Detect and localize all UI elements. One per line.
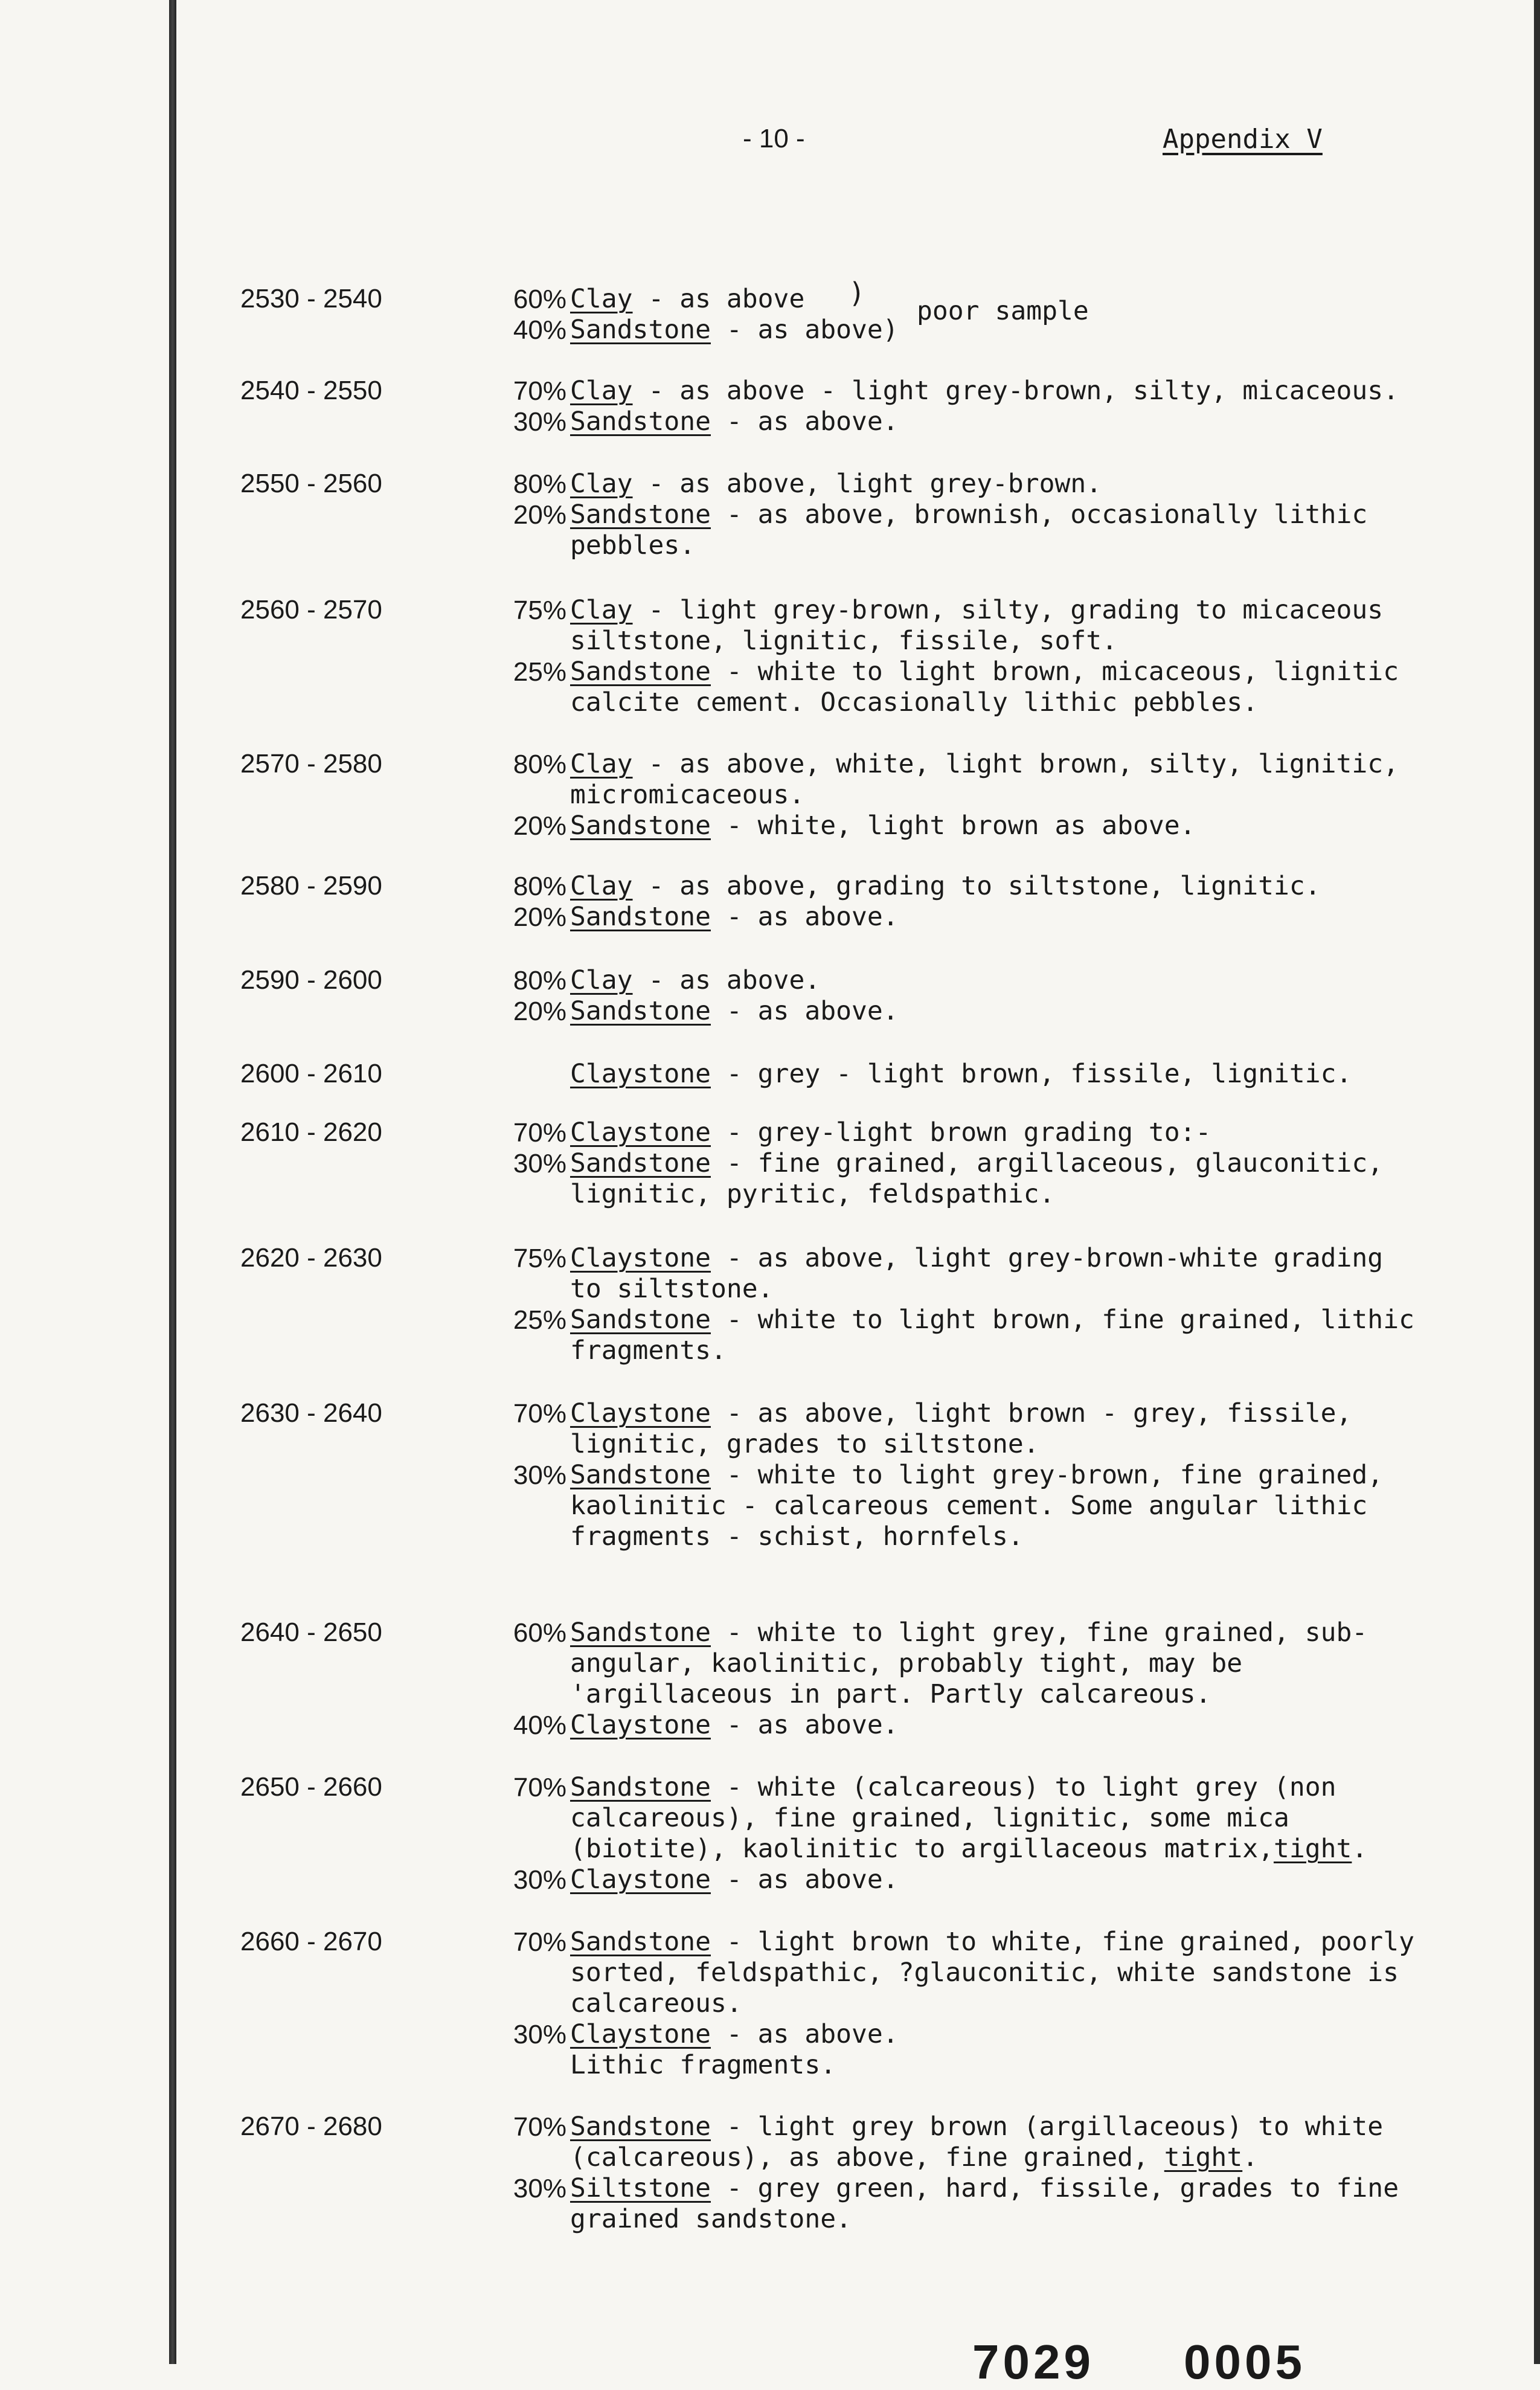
description-line [496, 626, 1493, 657]
depth-range: 2550 - 2560 [240, 469, 382, 498]
percentage: 30% [513, 407, 566, 437]
depth-range: 2630 - 2640 [240, 1398, 382, 1428]
line-text [566, 1117, 1211, 1148]
percentage: 75% [513, 1244, 566, 1273]
description-line [496, 687, 1493, 718]
line-text [566, 1617, 1367, 1648]
line-text [566, 1988, 742, 2019]
description-line [496, 2173, 1493, 2204]
line-text [566, 2019, 899, 2050]
line-text [566, 1305, 1414, 1335]
description-line [496, 2112, 1493, 2142]
lithology-name: Claystone [570, 1117, 711, 1148]
depth-range: 2650 - 2660 [240, 1772, 382, 1802]
percentage: 70% [513, 1773, 566, 1802]
description-text: (biotite), kaolinitic to argillaceous matrix, [570, 1834, 1274, 1864]
description-text: - grey - light brown, fissile, lignitic. [711, 1059, 1352, 1089]
description-text: - as above. [632, 965, 821, 995]
description-line [496, 902, 1493, 933]
description-text: sorted, feldspathic, ?glauconitic, white sandstone is [570, 1958, 1399, 1988]
lithology-name: Clay [570, 376, 633, 406]
depth-range: 2540 - 2550 [240, 376, 382, 405]
description-text: - grey-light brown grading to:- [711, 1117, 1211, 1148]
lithology-name: Sandstone [570, 996, 711, 1026]
line-text [566, 2173, 1399, 2204]
description-line [496, 780, 1493, 811]
description-line [496, 1772, 1493, 1803]
percentage: 70% [513, 376, 566, 406]
description-line [496, 500, 1493, 530]
percentage: 70% [513, 1927, 566, 1957]
line-text [566, 657, 1399, 687]
description-text: - as above. [711, 1710, 899, 1740]
description-line [496, 1927, 1493, 1958]
lithology-name: Sandstone [570, 406, 711, 437]
line-text [566, 749, 1399, 780]
line-text [566, 687, 1258, 718]
lithology-name: Sandstone [570, 902, 711, 932]
percentage [496, 1648, 566, 1679]
line-text [566, 1834, 1367, 1865]
line-text [566, 1274, 774, 1305]
footer-code-left: 7029 [972, 2335, 1094, 2389]
percentage: 30% [513, 1149, 566, 1178]
description-text: - as above, grading to siltstone, lignitic. [632, 871, 1321, 901]
lithology-name: Sandstone [570, 657, 711, 687]
description-line [496, 1335, 1493, 1366]
line-text [566, 2112, 1383, 2142]
description-text: fragments - schist, hornfels. [570, 1521, 1024, 1552]
description-text: - as above. [711, 406, 899, 437]
depth-range: 2570 - 2580 [240, 749, 382, 779]
description-line [496, 1059, 1493, 1090]
description-line [496, 1617, 1493, 1648]
description-text: to siltstone. [570, 1274, 774, 1304]
line-text [566, 315, 899, 345]
percentage: 20% [513, 902, 566, 932]
description-text: - as above. [711, 996, 899, 1026]
description-line [496, 376, 1493, 406]
description-line [496, 1521, 1493, 1552]
lithology-name: Sandstone [570, 1772, 711, 1802]
percentage [496, 2050, 566, 2081]
percentage [496, 1429, 566, 1460]
description-text: - white to light brown, micaceous, lignitic [711, 657, 1399, 687]
description-line [496, 1305, 1493, 1335]
line-text [566, 376, 1399, 406]
appendix-label: Appendix V [1163, 124, 1323, 155]
description-text: micromicaceous. [570, 780, 805, 810]
description-text: - white to light grey-brown, fine grained, [711, 1460, 1384, 1490]
percentage: 20% [513, 500, 566, 530]
page-edge [1534, 0, 1540, 2364]
percentage [496, 1803, 566, 1834]
lithology-name: Clay [570, 284, 633, 314]
percentage: 80% [513, 966, 566, 995]
lithology-name: Clay [570, 965, 633, 995]
lithology-name: Claystone [570, 1710, 711, 1740]
page-number: - 10 - [743, 124, 805, 153]
lithology-name: Sandstone [570, 1617, 711, 1648]
description-lines [496, 965, 1493, 1027]
description-lines [496, 1117, 1493, 1210]
line-text [566, 1679, 1211, 1710]
line-text [566, 1803, 1289, 1834]
line-text [566, 811, 1196, 841]
depth-range: 2660 - 2670 [240, 1927, 382, 1956]
percentage [496, 1335, 566, 1366]
trailing-text: . [1352, 1834, 1368, 1864]
line-text [566, 406, 899, 437]
percentage: 25% [513, 1305, 566, 1335]
percentage: 60% [513, 1618, 566, 1648]
description-text: (calcareous), as above, fine grained, [570, 2142, 1164, 2173]
lithology-name: Sandstone [570, 315, 711, 345]
description-text: - white (calcareous) to light grey (non [711, 1772, 1336, 1802]
description-text: - white to light grey, fine grained, sub- [711, 1617, 1368, 1648]
description-line [496, 1491, 1493, 1521]
lithology-name: Sandstone [570, 1148, 711, 1178]
emphasis-text: tight [1273, 1834, 1352, 1864]
line-text [566, 1648, 1242, 1679]
description-text: - as above) [711, 315, 899, 345]
lithology-name: Claystone [570, 2019, 711, 2049]
line-text [566, 469, 1102, 500]
description-line [496, 657, 1493, 687]
percentage [496, 1834, 566, 1865]
line-text [566, 2142, 1258, 2173]
description-line [496, 1988, 1493, 2019]
description-text: - as above. [711, 2019, 899, 2049]
line-text [566, 1059, 1352, 1090]
description-text: fragments. [570, 1335, 727, 1366]
percentage: 80% [513, 469, 566, 499]
description-lines [496, 1243, 1493, 1366]
description-line [496, 1648, 1493, 1679]
percentage: 80% [513, 872, 566, 901]
percentage: 40% [513, 315, 566, 345]
description-text: lignitic, grades to siltstone. [570, 1429, 1039, 1459]
line-text [566, 1958, 1399, 1988]
description-lines [496, 749, 1493, 841]
line-text [566, 1398, 1352, 1429]
description-line [496, 1958, 1493, 1988]
percentage [496, 2142, 566, 2173]
description-text: - white, light brown as above. [711, 811, 1196, 841]
percentage [496, 2204, 566, 2235]
percentage: 70% [513, 2112, 566, 2142]
line-text [566, 1335, 727, 1366]
percentage: 30% [513, 2174, 566, 2203]
percentage [496, 1679, 566, 1710]
lithology-name: Claystone [570, 1243, 711, 1273]
percentage [496, 1491, 566, 1521]
lithology-name: Clay [570, 469, 633, 499]
depth-range: 2620 - 2630 [240, 1243, 382, 1273]
percentage: 75% [513, 596, 566, 625]
percentage: 70% [513, 1118, 566, 1148]
percentage [496, 1958, 566, 1988]
percentage [496, 1521, 566, 1552]
description-lines [496, 871, 1493, 933]
line-text [566, 1460, 1383, 1491]
description-text: Lithic fragments. [570, 2050, 836, 2080]
line-text [566, 1491, 1367, 1521]
description-text: pebbles. [570, 530, 696, 561]
lithology-name: Claystone [570, 1398, 711, 1428]
description-line [496, 1179, 1493, 1210]
description-line [496, 595, 1493, 626]
percentage: 20% [513, 811, 566, 841]
description-line [496, 749, 1493, 780]
binding-line [169, 0, 176, 2364]
description-line [496, 1148, 1493, 1179]
percentage [496, 626, 566, 657]
poor-sample-note: poor sample [917, 296, 1089, 326]
description-text: - as above, light brown - grey, fissile, [711, 1398, 1352, 1428]
line-text [566, 1148, 1383, 1179]
description-line [496, 811, 1493, 841]
footer-code-right: 0005 [1184, 2335, 1306, 2389]
percentage [496, 1059, 566, 1090]
depth-range: 2670 - 2680 [240, 2112, 382, 2141]
depth-range: 2640 - 2650 [240, 1617, 382, 1647]
line-text [566, 1243, 1383, 1274]
description-text: - as above - light grey-brown, silty, micaceous. [632, 376, 1399, 406]
description-text: kaolinitic - calcareous cement. Some angular lithic [570, 1491, 1368, 1521]
line-text [566, 626, 1117, 657]
description-text: - light grey brown (argillaceous) to white [711, 2112, 1384, 2142]
percentage: 30% [513, 1865, 566, 1895]
description-line [496, 871, 1493, 902]
percentage: 80% [513, 750, 566, 779]
line-text [566, 1710, 899, 1741]
description-text: grained sandstone. [570, 2204, 852, 2234]
description-line [496, 1679, 1493, 1710]
line-text [566, 902, 899, 933]
description-text: angular, kaolinitic, probably tight, may be [570, 1648, 1243, 1678]
percentage: 60% [513, 284, 566, 314]
description-line [496, 1710, 1493, 1741]
percentage: 70% [513, 1399, 566, 1428]
line-text [566, 284, 804, 315]
lithology-name: Clay [570, 871, 633, 901]
line-text [566, 595, 1383, 626]
description-text: - as above. [711, 902, 899, 932]
lithology-name: Sandstone [570, 1460, 711, 1490]
description-text: - as above [632, 284, 805, 314]
bracket: ) [849, 277, 865, 309]
description-text: 'argillaceous in part. Partly calcareous. [570, 1679, 1211, 1709]
line-text [566, 965, 820, 996]
description-lines [496, 1617, 1493, 1741]
description-text: - light brown to white, fine grained, poorly [711, 1927, 1414, 1957]
description-lines [496, 1398, 1493, 1552]
description-line [496, 1429, 1493, 1460]
percentage: 25% [513, 657, 566, 687]
depth-range: 2610 - 2620 [240, 1117, 382, 1147]
line-text [566, 1179, 1055, 1210]
description-line [496, 1460, 1493, 1491]
lithology-name: Clay [570, 749, 633, 779]
percentage [496, 1179, 566, 1210]
description-line [496, 2050, 1493, 2081]
depth-range: 2560 - 2570 [240, 595, 382, 625]
line-text [566, 1865, 899, 1895]
lithology-name: Sandstone [570, 1927, 711, 1957]
depth-range: 2600 - 2610 [240, 1059, 382, 1088]
description-lines [496, 595, 1493, 718]
depth-range: 2530 - 2540 [240, 284, 382, 313]
description-line [496, 1834, 1493, 1865]
description-text: - as above, light grey-brown. [632, 469, 1102, 499]
percentage [496, 1988, 566, 2019]
description-line [496, 1398, 1493, 1429]
lithology-name: Sandstone [570, 2112, 711, 2142]
lithology-name: Claystone [570, 1865, 711, 1895]
description-text: - as above, brownish, occasionally lithic [711, 500, 1368, 530]
percentage: 20% [513, 997, 566, 1026]
description-line [496, 1803, 1493, 1834]
line-text [566, 2050, 836, 2081]
percentage [496, 530, 566, 561]
description-lines [496, 2112, 1493, 2235]
description-text: lignitic, pyritic, feldspathic. [570, 1179, 1055, 1209]
description-text: calcareous), fine grained, lignitic, some mica [570, 1803, 1289, 1833]
line-text [566, 871, 1321, 902]
line-text [566, 1772, 1336, 1803]
lithology-name: Siltstone [570, 2173, 711, 2203]
description-line [496, 1865, 1493, 1895]
line-text [566, 1521, 1024, 1552]
percentage: 30% [513, 1460, 566, 1490]
description-line [496, 406, 1493, 437]
description-text: calcareous. [570, 1988, 742, 2019]
lithology-name: Clay [570, 595, 633, 625]
line-text [566, 1429, 1039, 1460]
description-lines [496, 1059, 1493, 1090]
line-text [566, 2204, 852, 2235]
description-line [496, 530, 1493, 561]
description-text: - fine grained, argillaceous, glauconitic, [711, 1148, 1384, 1178]
description-text: calcite cement. Occasionally lithic pebbles. [570, 687, 1259, 718]
percentage [496, 687, 566, 718]
percentage: 40% [513, 1711, 566, 1740]
description-text: - as above, light grey-brown-white grading [711, 1243, 1384, 1273]
line-text [566, 780, 804, 811]
line-text [566, 1927, 1414, 1958]
description-line [496, 469, 1493, 500]
depth-range: 2580 - 2590 [240, 871, 382, 901]
trailing-text: . [1242, 2142, 1259, 2173]
description-lines [496, 469, 1493, 561]
lithology-name: Claystone [570, 1059, 711, 1089]
description-line [496, 1274, 1493, 1305]
description-text: - grey green, hard, fissile, grades to fine [711, 2173, 1399, 2203]
depth-range: 2590 - 2600 [240, 965, 382, 995]
description-line [496, 2142, 1493, 2173]
description-lines [496, 1772, 1493, 1895]
description-line [496, 1117, 1493, 1148]
percentage: 30% [513, 2020, 566, 2049]
line-text [566, 500, 1367, 530]
description-lines [496, 1927, 1493, 2081]
line-text [566, 996, 899, 1027]
percentage [496, 780, 566, 811]
description-line [496, 1243, 1493, 1274]
lithology-name: Sandstone [570, 500, 711, 530]
description-line [496, 996, 1493, 1027]
emphasis-text: tight [1164, 2142, 1243, 2173]
description-text: - as above. [711, 1865, 899, 1895]
percentage [496, 1274, 566, 1305]
description-text: siltstone, lignitic, fissile, soft. [570, 626, 1118, 656]
description-text: - light grey-brown, silty, grading to micaceous [632, 595, 1384, 625]
lithology-name: Sandstone [570, 1305, 711, 1335]
line-text [566, 530, 695, 561]
description-text: - as above, white, light brown, silty, lignitic, [632, 749, 1399, 779]
description-line [496, 2019, 1493, 2050]
description-line [496, 2204, 1493, 2235]
description-text: - white to light brown, fine grained, lithic [711, 1305, 1414, 1335]
description-line [496, 965, 1493, 996]
description-lines [496, 376, 1493, 437]
lithology-name: Sandstone [570, 811, 711, 841]
